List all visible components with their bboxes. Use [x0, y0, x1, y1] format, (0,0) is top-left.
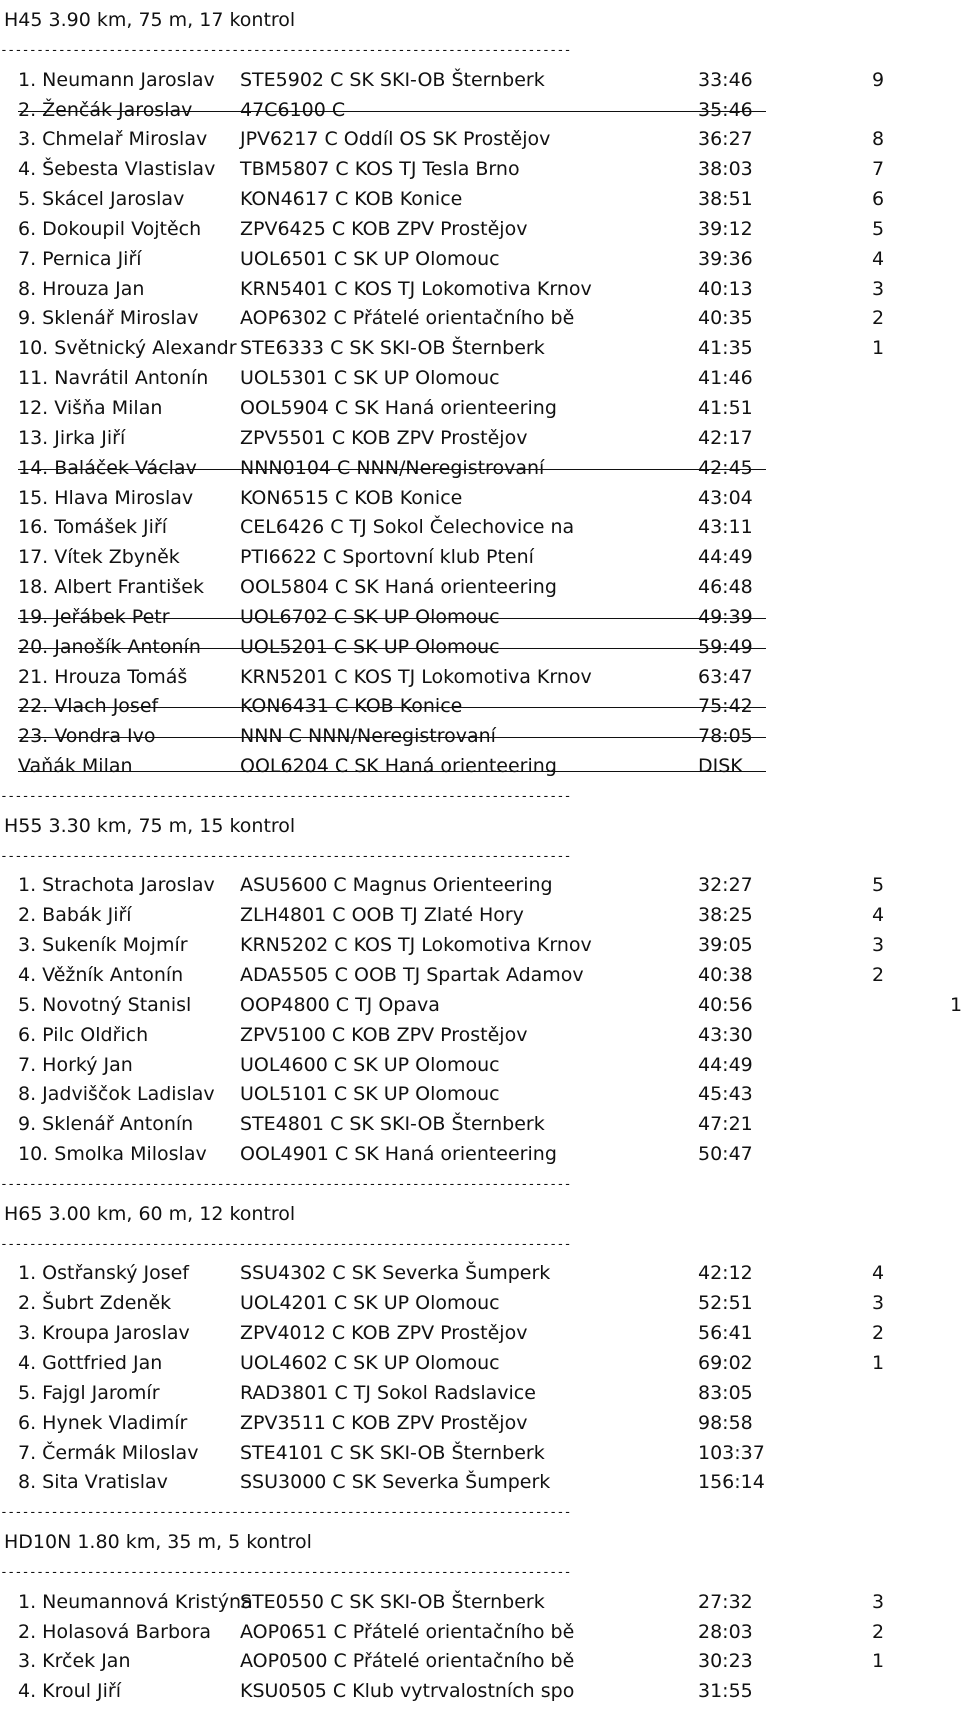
registration-club: KRN5202 C KOS TJ Lokomotiva Krnov [240, 934, 592, 957]
result-row [0, 1439, 960, 1469]
result-row [0, 603, 960, 633]
result-row [0, 334, 960, 364]
competitor-name: 7. Horký Jan [18, 1053, 133, 1076]
category-title-line [0, 1528, 960, 1558]
points: 2 [872, 964, 885, 986]
result-row [0, 991, 960, 1021]
separator-line [0, 1558, 960, 1588]
finish-time: 75:42 [698, 695, 753, 718]
result-row [0, 1618, 960, 1648]
result-row [0, 1110, 960, 1140]
finish-time: 44:49 [698, 546, 753, 569]
result-row [0, 633, 960, 663]
category-title-line [0, 6, 960, 36]
separator-text: ------------------------------------------------------------------------------- [0, 1176, 571, 1192]
finish-time: 46:48 [698, 576, 753, 599]
competitor-name: 8. Sita Vratislav [18, 1471, 168, 1494]
result-row [0, 1677, 960, 1707]
category-title: H65 3.00 km, 60 m, 12 kontrol [4, 1202, 296, 1225]
registration-club: OOL4901 C SK Haná orienteering [240, 1143, 557, 1166]
competitor-name: 1. Ostřanský Josef [18, 1262, 189, 1285]
finish-time: 42:45 [698, 456, 753, 479]
registration-club: ZPV4012 C KOB ZPV Prostějov [240, 1322, 528, 1345]
registration-club: UOL4600 C SK UP Olomouc [240, 1053, 500, 1076]
finish-time: 50:47 [698, 1143, 753, 1166]
finish-time: 45:43 [698, 1083, 753, 1106]
result-row [0, 304, 960, 334]
competitor-name: 10. Smolka Miloslav [18, 1143, 207, 1166]
result-row [0, 1647, 960, 1677]
competitor-name: 1. Neumannová Kristýna [18, 1590, 253, 1613]
finish-time: 38:25 [698, 904, 753, 927]
registration-club: STE4101 C SK SKI-OB Šternberk [240, 1441, 545, 1464]
finish-time: 39:05 [698, 934, 753, 957]
registration-club: STE4801 C SK SKI-OB Šternberk [240, 1113, 545, 1136]
points: 9 [872, 68, 885, 91]
finish-time: 78:05 [698, 725, 753, 748]
points: 4 [872, 1262, 885, 1285]
competitor-name: 2. Holasová Barbora [18, 1620, 212, 1643]
registration-club: OOL5804 C SK Haná orienteering [240, 576, 557, 599]
finish-time: 39:12 [698, 217, 753, 240]
finish-time: 32:27 [698, 874, 753, 897]
finish-time: 41:35 [698, 337, 753, 360]
competitor-name: 3. Kroupa Jaroslav [18, 1322, 190, 1345]
result-row [0, 1349, 960, 1379]
separator-line [0, 842, 960, 872]
result-row [0, 543, 960, 573]
registration-club: JPV6217 C Oddíl OS SK Prostějov [240, 128, 551, 151]
result-row [0, 961, 960, 991]
separator-line [0, 1498, 960, 1528]
points: 5 [872, 217, 885, 240]
result-row [0, 484, 960, 514]
points: 2 [872, 1322, 885, 1345]
registration-club: 47C6100 C [240, 98, 346, 121]
competitor-name: 19. Jeřábek Petr [18, 605, 170, 628]
registration-club: TBM5807 C KOS TJ Tesla Brno [240, 158, 520, 181]
finish-time: 30:23 [698, 1650, 753, 1673]
finish-time: 42:12 [698, 1262, 753, 1285]
separator-line [0, 1230, 960, 1260]
registration-club: ZLH4801 C OOB TJ Zlaté Hory [240, 904, 524, 927]
finish-time: 38:03 [698, 158, 753, 181]
registration-club: STE6333 C SK SKI-OB Šternberk [240, 337, 545, 360]
points: 3 [872, 1292, 885, 1315]
result-row [0, 663, 960, 693]
competitor-name: 2. Ženčák Jaroslav [18, 98, 193, 121]
competitor-name: 17. Vítek Zbyněk [18, 546, 180, 569]
result-row [0, 96, 960, 126]
competitor-name: Vaňák Milan [18, 755, 133, 778]
result-row [0, 125, 960, 155]
registration-club: OOL5904 C SK Haná orienteering [240, 396, 557, 419]
result-row [0, 692, 960, 722]
points: 4 [872, 247, 885, 270]
result-row [0, 931, 960, 961]
finish-time: 41:51 [698, 396, 753, 419]
registration-club: STE0550 C SK SKI-OB Šternberk [240, 1590, 545, 1613]
points: 3 [872, 934, 885, 957]
registration-club: UOL5201 C SK UP Olomouc [240, 635, 500, 658]
finish-time: 47:21 [698, 1113, 753, 1136]
finish-time: 103:37 [698, 1441, 765, 1464]
result-row [0, 1409, 960, 1439]
competitor-name: 16. Tomášek Jiří [18, 516, 168, 539]
result-row [0, 185, 960, 215]
points: 3 [872, 277, 885, 300]
registration-club: UOL6702 C SK UP Olomouc [240, 605, 500, 628]
result-row [0, 215, 960, 245]
registration-club: ZPV6425 C KOB ZPV Prostějov [240, 217, 528, 240]
points: 2 [872, 307, 885, 330]
registration-club: ZPV5100 C KOB ZPV Prostějov [240, 1023, 528, 1046]
finish-time: 33:46 [698, 68, 753, 91]
result-row [0, 1140, 960, 1170]
competitor-name: 12. Višňa Milan [18, 396, 163, 419]
competitor-name: 6. Pilc Oldřich [18, 1023, 149, 1046]
finish-time: 41:46 [698, 367, 753, 390]
registration-club: KRN5401 C KOS TJ Lokomotiva Krnov [240, 277, 592, 300]
competitor-name: 5. Skácel Jaroslav [18, 188, 185, 211]
finish-time: 52:51 [698, 1292, 753, 1315]
result-row [0, 364, 960, 394]
result-row [0, 1588, 960, 1618]
registration-club: UOL6501 C SK UP Olomouc [240, 247, 500, 270]
result-row [0, 1379, 960, 1409]
points: 7 [872, 158, 885, 181]
registration-club: KON6515 C KOB Konice [240, 486, 463, 509]
registration-club: KRN5201 C KOS TJ Lokomotiva Krnov [240, 665, 592, 688]
competitor-name: 7. Pernica Jiří [18, 247, 142, 270]
finish-time: 40:56 [698, 993, 753, 1016]
category-title-line [0, 812, 960, 842]
competitor-name: 3. Sukeník Mojmír [18, 934, 188, 957]
registration-club: UOL5301 C SK UP Olomouc [240, 367, 500, 390]
finish-time: 38:51 [698, 188, 753, 211]
finish-time: 31:55 [698, 1680, 753, 1703]
registration-club: AOP0651 C Přátelé orientačního bě [240, 1620, 575, 1643]
competitor-name: 13. Jirka Jiří [18, 426, 126, 449]
result-row [0, 513, 960, 543]
finish-time: 39:36 [698, 247, 753, 270]
registration-club: UOL4201 C SK UP Olomouc [240, 1292, 500, 1315]
registration-club: ZPV5501 C KOB ZPV Prostějov [240, 426, 528, 449]
finish-time: 43:04 [698, 486, 753, 509]
category-title-line [0, 1200, 960, 1230]
registration-club: NNN0104 C NNN/Neregistrovaní [240, 456, 545, 479]
result-row [0, 573, 960, 603]
separator-text: ------------------------------------------------------------------------------- [0, 848, 571, 864]
competitor-name: 15. Hlava Miroslav [18, 486, 194, 509]
registration-club: STE5902 C SK SKI-OB Šternberk [240, 68, 545, 91]
finish-time: 43:11 [698, 516, 753, 539]
registration-club: ASU5600 C Magnus Orienteering [240, 874, 553, 897]
registration-club: KON6431 C KOB Konice [240, 695, 463, 718]
registration-club: AOP0500 C Přátelé orientačního bě [240, 1650, 575, 1673]
points: 1 [950, 993, 962, 1016]
competitor-name: 21. Hrouza Tomáš [18, 665, 188, 688]
result-row [0, 1021, 960, 1051]
points: 1 [872, 1650, 885, 1673]
competitor-name: 4. Gottfried Jan [18, 1351, 163, 1374]
points: 1 [872, 1351, 885, 1374]
registration-club: AOP6302 C Přátelé orientačního bě [240, 307, 575, 330]
points: 1 [872, 337, 885, 360]
competitor-name: 14. Baláček Václav [18, 456, 197, 479]
finish-time: 49:39 [698, 605, 753, 628]
finish-time: 42:17 [698, 426, 753, 449]
registration-club: OOP4800 C TJ Opava [240, 993, 440, 1016]
result-row [0, 871, 960, 901]
competitor-name: 3. Chmelař Miroslav [18, 128, 208, 151]
finish-time: 40:13 [698, 277, 753, 300]
result-row [0, 275, 960, 305]
points: 5 [872, 874, 885, 897]
competitor-name: 22. Vlach Josef [18, 695, 159, 718]
registration-club: NNN C NNN/Neregistrovaní [240, 725, 496, 748]
result-row [0, 1259, 960, 1289]
finish-time: 83:05 [698, 1381, 753, 1404]
competitor-name: 1. Strachota Jaroslav [18, 874, 215, 897]
registration-club: PTI6622 C Sportovní klub Ptení [240, 546, 534, 569]
competitor-name: 6. Dokoupil Vojtěch [18, 217, 202, 240]
finish-time: 27:32 [698, 1590, 753, 1613]
registration-club: SSU4302 C SK Severka Šumperk [240, 1262, 551, 1285]
result-row [0, 424, 960, 454]
points: 3 [872, 1590, 885, 1613]
category-title: H45 3.90 km, 75 m, 17 kontrol [4, 9, 296, 31]
registration-club: KSU0505 C Klub vytrvalostních spo [240, 1680, 575, 1703]
registration-club: UOL5101 C SK UP Olomouc [240, 1083, 500, 1106]
points: 4 [872, 904, 885, 927]
registration-club: ZPV3511 C KOB ZPV Prostějov [240, 1411, 528, 1434]
result-row [0, 394, 960, 424]
separator-text: ------------------------------------------------------------------------------- [0, 1505, 571, 1521]
separator-text: ------------------------------------------------------------------------------- [0, 1236, 571, 1252]
finish-time: 40:38 [698, 964, 753, 986]
finish-time: 63:47 [698, 665, 753, 688]
finish-time: 59:49 [698, 635, 753, 658]
finish-time: 35:46 [698, 98, 753, 121]
competitor-name: 4. Šebesta Vlastislav [18, 158, 216, 181]
competitor-name: 8. Hrouza Jan [18, 277, 145, 300]
competitor-name: 7. Čermák Miloslav [18, 1441, 199, 1464]
separator-line [0, 1170, 960, 1200]
separator-text: ------------------------------------------------------------------------------- [0, 1564, 571, 1580]
separator-text: ------------------------------------------------------------------------------- [0, 42, 571, 58]
competitor-name: 4. Kroul Jiří [18, 1680, 121, 1703]
result-row [0, 901, 960, 931]
finish-time: 44:49 [698, 1053, 753, 1076]
points: 8 [872, 128, 885, 151]
result-row [0, 1289, 960, 1319]
points: 6 [872, 188, 885, 211]
competitor-name: 9. Sklenář Antonín [18, 1113, 194, 1136]
finish-time: 28:03 [698, 1620, 753, 1643]
registration-club: SSU3000 C SK Severka Šumperk [240, 1471, 551, 1494]
result-row [0, 66, 960, 96]
finish-time: DISK [698, 755, 743, 778]
separator-text: ------------------------------------------------------------------------------- [0, 788, 571, 804]
competitor-name: 9. Sklenář Miroslav [18, 307, 199, 330]
separator-line [0, 782, 960, 812]
finish-time: 40:35 [698, 307, 753, 330]
competitor-name: 5. Novotný Stanisl [18, 993, 192, 1016]
registration-club: RAD3801 C TJ Sokol Radslavice [240, 1381, 536, 1404]
competitor-name: 11. Navrátil Antonín [18, 367, 209, 390]
competitor-name: 23. Vondra Ivo [18, 725, 156, 748]
registration-club: OOL6204 C SK Haná orienteering [240, 755, 557, 778]
separator-line [0, 36, 960, 66]
competitor-name: 8. Jadviščok Ladislav [18, 1083, 215, 1106]
finish-time: 56:41 [698, 1322, 753, 1345]
result-row [0, 1468, 960, 1498]
result-row [0, 155, 960, 185]
competitor-name: 18. Albert František [18, 576, 204, 599]
category-title: HD10N 1.80 km, 35 m, 5 kontrol [4, 1531, 312, 1554]
result-row [0, 1051, 960, 1081]
competitor-name: 2. Šubrt Zdeněk [18, 1292, 172, 1315]
competitor-name: 2. Babák Jiří [18, 904, 132, 927]
registration-club: KON4617 C KOB Konice [240, 188, 463, 211]
competitor-name: 10. Světnický Alexandr [18, 337, 237, 360]
competitor-name: 4. Věžník Antonín [18, 964, 184, 986]
registration-club: CEL6426 C TJ Sokol Čelechovice na [240, 516, 575, 539]
registration-club: ADA5505 C OOB TJ Spartak Adamov [240, 964, 584, 986]
result-row [0, 245, 960, 275]
category-title: H55 3.30 km, 75 m, 15 kontrol [4, 814, 296, 837]
registration-club: UOL4602 C SK UP Olomouc [240, 1351, 500, 1374]
finish-time: 98:58 [698, 1411, 753, 1434]
finish-time: 69:02 [698, 1351, 753, 1374]
competitor-name: 1. Neumann Jaroslav [18, 68, 215, 91]
competitor-name: 5. Fajgl Jaromír [18, 1381, 160, 1404]
finish-time: 36:27 [698, 128, 753, 151]
competitor-name: 6. Hynek Vladimír [18, 1411, 188, 1434]
result-row [0, 1080, 960, 1110]
competitor-name: 20. Janošík Antonín [18, 635, 201, 658]
result-row [0, 752, 960, 782]
competitor-name: 3. Krček Jan [18, 1650, 131, 1673]
result-row [0, 1319, 960, 1349]
finish-time: 156:14 [698, 1471, 765, 1494]
finish-time: 43:30 [698, 1023, 753, 1046]
result-row [0, 722, 960, 752]
result-row [0, 454, 960, 484]
points: 2 [872, 1620, 885, 1643]
